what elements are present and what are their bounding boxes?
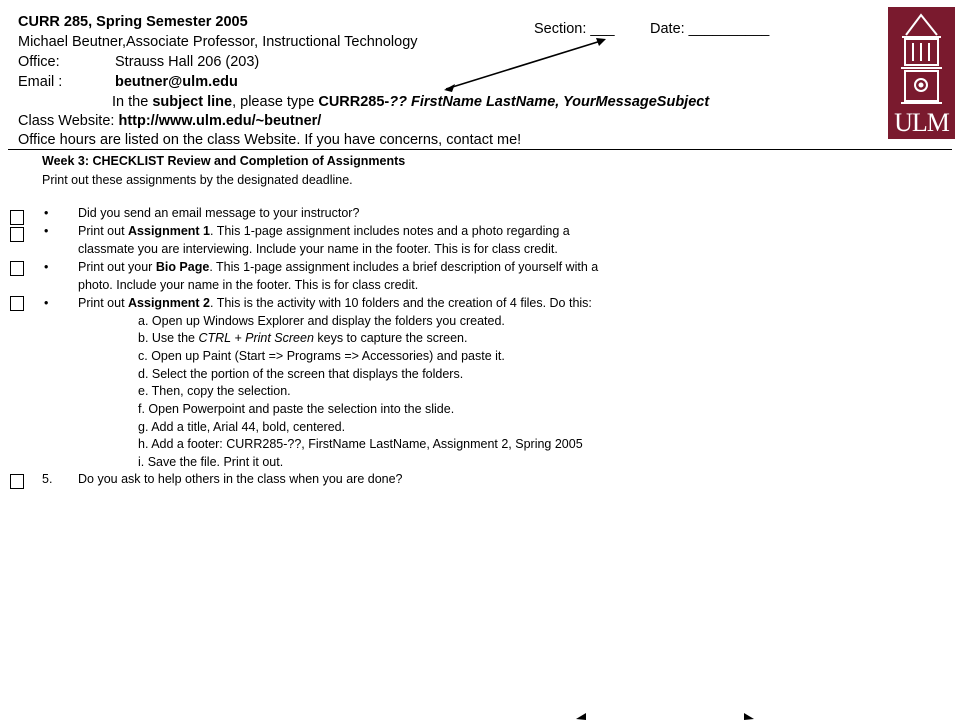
step-h: h. Add a footer: CURR285-??, FirstName LastName, Assignment 2, Spring 2005 [138,437,583,451]
subject-code: CURR285- [318,94,390,110]
office-value: Strauss Hall 206 (203) [115,54,260,70]
step-b-post: keys to capture the screen. [313,331,468,345]
step-b [138,329,467,347]
website-line [18,111,321,131]
step-b-keys: CTRL + Print Screen [198,331,314,345]
checklist-intro: Print out these assignments by the designated deadline. [42,173,353,187]
checkbox-item-1[interactable] [10,210,24,225]
checkbox-item-3[interactable] [10,261,24,276]
bullet-2: • [44,224,49,238]
step-b-pre: b. Use the [138,331,199,345]
item-2-bold: Assignment 1 [128,224,210,238]
checklist-title: Week 3: CHECKLIST Review and Completion of Assignments [42,154,406,168]
item-4-pre: Print out [78,296,129,310]
step-i: i. Save the file. Print it out. [138,455,284,469]
office-hours: Office hours are listed on the class Website. If you have concerns, contact me! [18,132,522,148]
instructor-line: Michael Beutner,Associate Professor, Instructional Technology [18,34,418,50]
website-label: Class Website: [18,113,119,129]
item-3-line-2: photo. Include your name in the footer. This is for class credit. [78,278,419,292]
bullet-4: • [44,296,49,310]
item-4-bold: Assignment 2 [128,296,210,310]
step-f: f. Open Powerpoint and paste the selection into the slide. [138,402,455,416]
subject-bold: subject line [152,94,233,110]
course-title: CURR 285, Spring Semester 2005 [18,14,248,30]
next-arrow-icon[interactable] [744,713,754,720]
item-5-number: 5. [42,472,53,486]
checkbox-item-4[interactable] [10,296,24,311]
item-2-line-2: classmate you are interviewing. Include your name in the footer. This is for class credit. [78,242,558,256]
checkbox-item-5[interactable] [10,474,24,489]
item-5: Do you ask to help others in the class when you are done? [78,472,403,486]
website-link[interactable]: http://www.ulm.edu/~beutner/ [118,113,322,129]
header-divider [8,149,952,150]
step-c: c. Open up Paint (Start => Programs => Accessories) and paste it. [138,349,505,363]
item-3-pre: Print out your [78,260,156,274]
item-2-post: . This 1-page assignment includes notes and a photo regarding a [210,224,570,238]
ulm-logo [888,7,955,139]
item-3-bold: Bio Page [155,260,210,274]
subject-mid: , please type [232,94,319,110]
bullet-3: • [44,260,49,274]
item-4-post: . This is the activity with 10 folders and the creation of 4 files. Do this: [210,296,592,310]
step-d: d. Select the portion of the screen that displays the folders. [138,367,464,381]
logo-text: ULM [894,108,949,137]
email-label: Email : [18,74,63,90]
step-e: e. Then, copy the selection. [138,384,291,398]
section-field: Section: ___ [534,21,615,37]
item-3 [78,258,598,276]
item-1: Did you send an email message to your instructor? [78,206,360,220]
item-4 [78,294,592,312]
item-2-pre: Print out [78,224,129,238]
office-label: Office: [18,54,60,70]
email-value[interactable]: beutner@ulm.edu [115,74,238,90]
step-a: a. Open up Windows Explorer and display the folders you created. [138,314,505,328]
prev-arrow-icon[interactable] [576,713,586,720]
date-field: Date: __________ [650,21,770,37]
bullet-1: • [44,206,49,220]
subject-format: ?? FirstName LastName, YourMessageSubject [389,94,710,110]
item-3-post: . This 1-page assignment includes a brief description of yourself with a [209,260,599,274]
subject-prefix: In the [112,94,153,110]
item-2 [78,222,570,240]
checkbox-item-2[interactable] [10,227,24,242]
subject-line-instruction [112,92,709,112]
step-g: g. Add a title, Arial 44, bold, centered. [138,420,346,434]
